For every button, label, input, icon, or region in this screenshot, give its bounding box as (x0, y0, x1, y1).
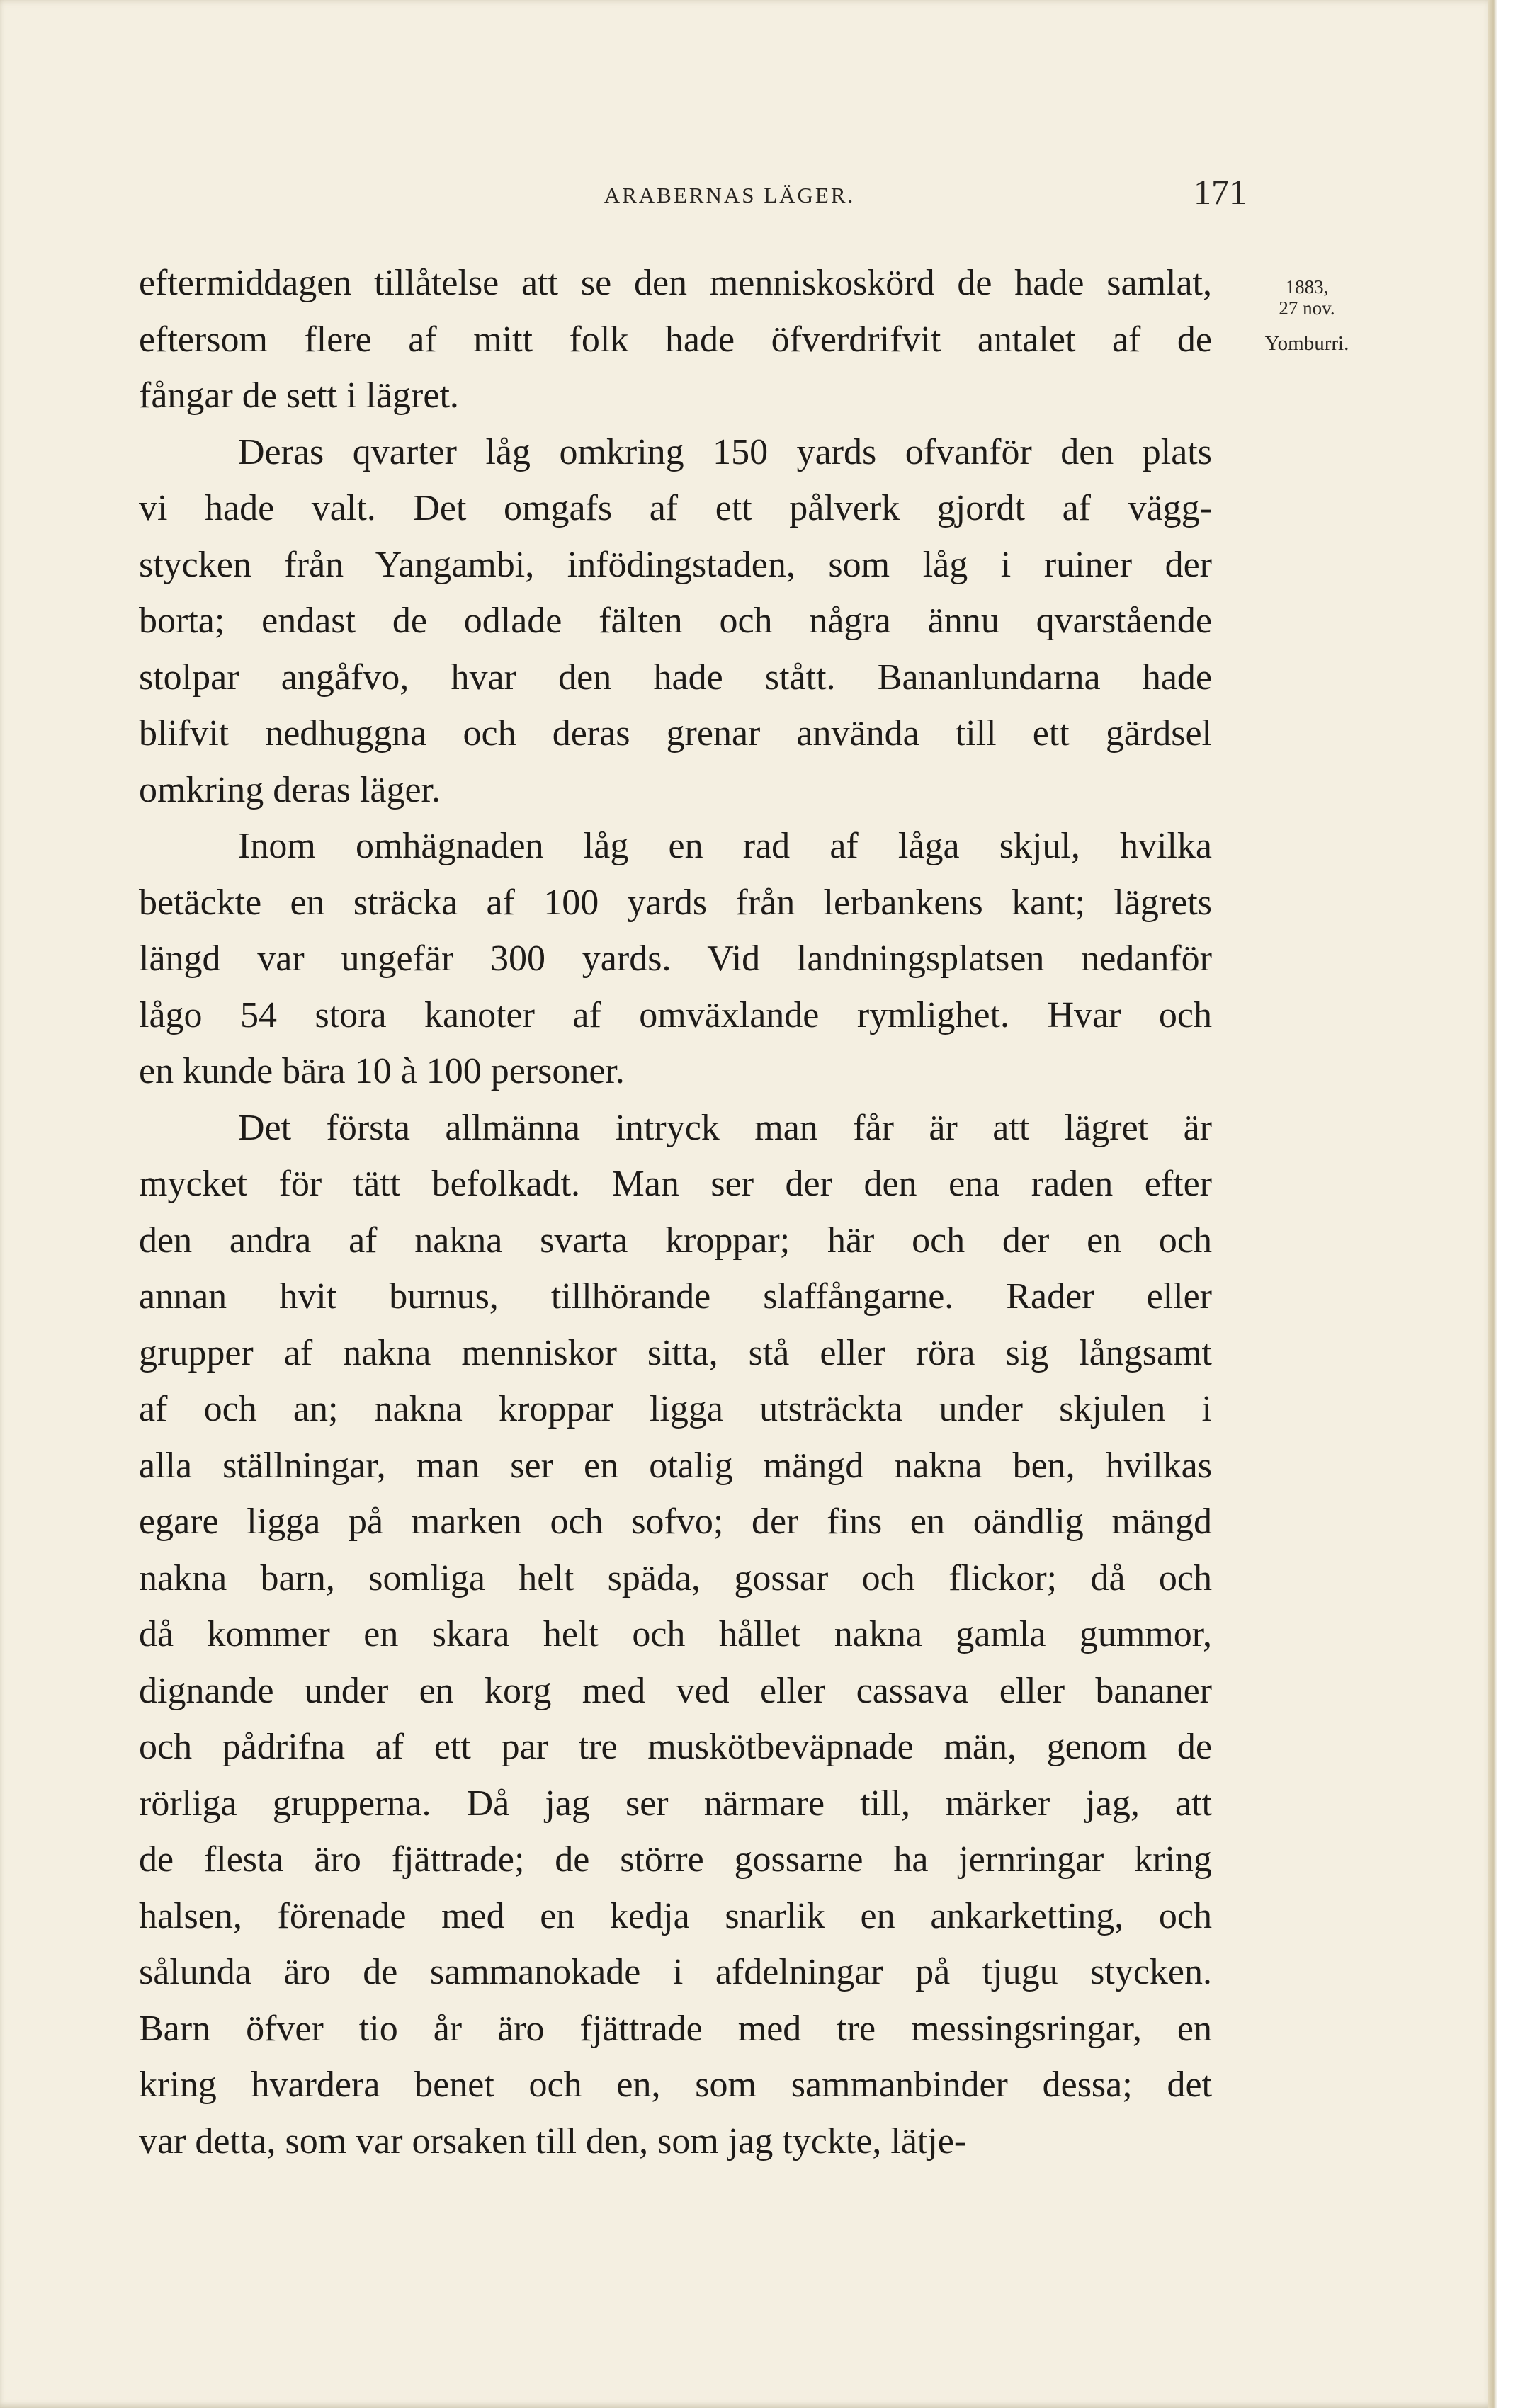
text-line: dignande under en korg med ved eller cassava eller bananer (139, 1670, 1212, 1711)
text-line: Det första allmänna intryck man får är att lägret är (238, 1107, 1212, 1148)
running-head-title: ARABERNAS LÄGER. (604, 183, 856, 208)
text-line: grupper af nakna menniskor sitta, stå eller röra sig långsamt (139, 1332, 1212, 1373)
paragraph (139, 818, 1212, 1100)
text-line: de flesta äro fjättrade; de större gossarne ha jernringar kring (139, 1839, 1212, 1880)
text-line: då kommer en skara helt och hållet nakna gamla gummor, (139, 1614, 1212, 1654)
text-line: den andra af nakna svarta kroppar; här och der en och (139, 1220, 1212, 1261)
text-line: halsen, förenade med en kedja snarlik en ankarketting, och (139, 1895, 1212, 1936)
text-line: längd var ungefär 300 yards. Vid landningsplatsen nedanför (139, 938, 1212, 979)
text-line: och pådrifna af ett par tre muskötbeväpnade män, genom de (139, 1727, 1212, 1767)
text-line: blifvit nedhuggna och deras grenar använda till ett gärdsel (139, 713, 1212, 754)
text-line: Barn öfver tio år äro fjättrade med tre messingsringar, en (139, 2008, 1212, 2049)
text-line: nakna barn, somliga helt späda, gossar och flickor; då och (139, 1557, 1212, 1598)
text-line: eftermiddagen tillåtelse att se den menniskoskörd de hade samlat, (139, 263, 1212, 303)
text-line: betäckte en sträcka af 100 yards från lerbankens kant; lägrets (139, 882, 1212, 923)
paragraph (139, 255, 1212, 424)
text-line: af och an; nakna kroppar ligga utsträckta under skjulen i (139, 1389, 1212, 1429)
text-line: Inom omhägnaden låg en rad af låga skjul, hvilka (238, 826, 1212, 866)
text-line: annan hvit burnus, tillhörande slaffångarne. Rader eller (139, 1276, 1212, 1317)
margin-note-year: 1883, (1285, 276, 1329, 297)
margin-note (1247, 276, 1367, 356)
text-line: borta; endast de odlade fälten och några ännu qvarstående (139, 601, 1212, 641)
text-line: Deras qvarter låg omkring 150 yards ofvanför den plats (238, 431, 1212, 472)
margin-note-date: 27 nov. (1279, 297, 1335, 319)
paragraph (139, 424, 1212, 819)
text-line: stycken från Yangambi, infödingstaden, som låg i ruiner der (139, 544, 1212, 585)
text-line: rörliga grupperna. Då jag ser närmare till, märker jag, att (139, 1783, 1212, 1824)
text-line: eftersom flere af mitt folk hade öfverdrifvit antalet af de (139, 319, 1212, 360)
text-line: omkring deras läger. (139, 769, 441, 810)
text-line: sålunda äro de sammanokade i afdelningar på tjugu stycken. (139, 1952, 1212, 1992)
text-line: mycket för tätt befolkadt. Man ser der den ena raden efter (139, 1164, 1212, 1204)
margin-note-place: Yomburri. (1264, 332, 1349, 355)
text-line: alla ställningar, man ser en otalig mängd nakna ben, hvilkas (139, 1445, 1212, 1486)
paragraph (139, 1100, 1212, 2170)
page-edge (1488, 0, 1497, 2408)
text-line: egare ligga på marken och sofvo; der fins en oändlig mängd (139, 1501, 1212, 1542)
page-number: 171 (1194, 172, 1247, 212)
text-line: fångar de sett i lägret. (139, 375, 459, 416)
text-line: stolpar angåfvo, hvar den hade stått. Bananlundarna hade (139, 657, 1212, 698)
text-line: en kunde bära 10 à 100 personer. (139, 1051, 625, 1091)
text-line: lågo 54 stora kanoter af omväxlande rymlighet. Hvar och (139, 994, 1212, 1035)
text-line: kring hvardera benet och en, som sammanbinder dessa; det (139, 2065, 1212, 2105)
body-text (139, 255, 1212, 2169)
running-head (0, 172, 1518, 225)
text-line: var detta, som var orsaken till den, som jag tyckte, lätje- (139, 2120, 967, 2162)
text-line: vi hade valt. Det omgafs af ett pålverk gjordt af vägg- (139, 488, 1212, 528)
